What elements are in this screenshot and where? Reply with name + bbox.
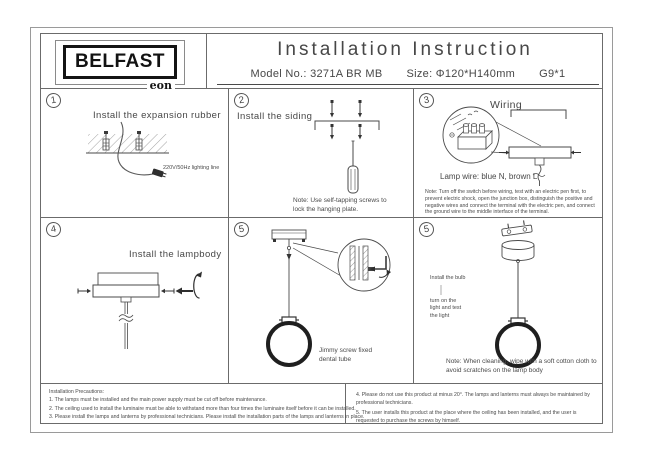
glass-globe-icon — [268, 323, 310, 365]
precaution-item: 2. The ceiling used to install the luminaire must be able to withstand more than four times the luminaire itself before it can be installed. — [49, 405, 356, 412]
screw-icon — [330, 124, 362, 140]
lamp-wire-label: Lamp wire: blue N, brown L — [440, 172, 538, 181]
header — [41, 34, 602, 92]
instruction-sheet — [40, 33, 603, 424]
expansion-rubber-drawing — [41, 89, 229, 218]
step-4-number: 4 — [45, 221, 62, 238]
step-3-number: 3 — [418, 92, 435, 109]
step-2-number: 2 — [233, 92, 250, 109]
model-number: Model No.: 3271A BR MB — [250, 68, 383, 80]
step-2-note: Note: Use self-tapping screws to lock the hanging plate. — [293, 197, 387, 214]
step-6-number: 5 — [418, 221, 435, 238]
canopy-icon — [502, 241, 534, 263]
brand-logo — [55, 40, 185, 92]
step-5-number: 5 — [233, 221, 250, 238]
precautions-right — [346, 384, 602, 423]
jimmy-screw-caption: Jimmy screw fixed dental tube — [319, 347, 373, 364]
screwdriver-icon — [348, 141, 358, 193]
precaution-item: 1. The lamps must be installed and the main power supply must be cut off before maintenance. — [49, 397, 267, 404]
step-1-title: Install the expansion rubber — [93, 110, 221, 121]
step-5-panel — [229, 218, 414, 384]
step-3-note: Note: Turn off the switch before wiring, test with an electric pen first, to prevent electric shock, open the junction box, distinguish the positive and negative wires and connect the terminal with the electric pen, and connect the ground wire to the middle interface of the terminal. — [425, 189, 595, 216]
lampbody-install-drawing — [41, 218, 229, 384]
bulb-spec: G9*1 — [539, 68, 566, 80]
precaution-item: 3. Please install the lamps and lanterns by professional technicians. Please install the installation parts of the lamps and lanterns in place. — [49, 413, 365, 420]
rotate-arrow-icon — [176, 272, 203, 299]
step-2-title: Install the siding — [237, 111, 313, 122]
precaution-item: 4. Please do not use this product at minus 20°. The lamps and lanterns must always be maintained by professional technicians. — [356, 392, 590, 407]
install-bulb-label: Install the bulb — [430, 275, 466, 281]
model-size-row — [217, 68, 599, 85]
test-light-label: turn on the light and test the light — [430, 298, 462, 319]
brand-logo-box — [63, 45, 177, 79]
step-6-note: Note: When cleaning, wipe with a soft cotton cloth to avoid scratches on the lamp body — [446, 358, 597, 375]
header-divider — [206, 34, 207, 89]
step-6-panel — [414, 218, 602, 384]
step-4-panel — [41, 218, 229, 384]
step-3-title: Wiring — [490, 99, 523, 111]
brand-subname: eon — [147, 79, 175, 92]
step-2-panel — [229, 89, 414, 218]
page-title: Installation Instruction — [277, 39, 533, 60]
precautions-heading: Installation Precautions: — [49, 389, 105, 395]
step-3-panel — [414, 89, 602, 218]
step-4-title: Install the lampbody — [129, 249, 222, 260]
mounting-bracket-icon — [501, 220, 532, 237]
screw-icon — [330, 100, 362, 118]
precautions-left — [41, 384, 365, 423]
size-spec: Size: Φ120*H140mm — [406, 68, 516, 80]
brand-name: BELFAST — [74, 51, 166, 72]
precaution-item: 5. The user installs this product at the place where the ceiling has been installed, and the user is requested to purchase the screws by himself. — [356, 410, 577, 425]
step-1-panel — [41, 89, 229, 218]
step-1-number: 1 — [45, 92, 62, 109]
power-line-label: 220V/50Hz lighting line — [163, 165, 220, 171]
